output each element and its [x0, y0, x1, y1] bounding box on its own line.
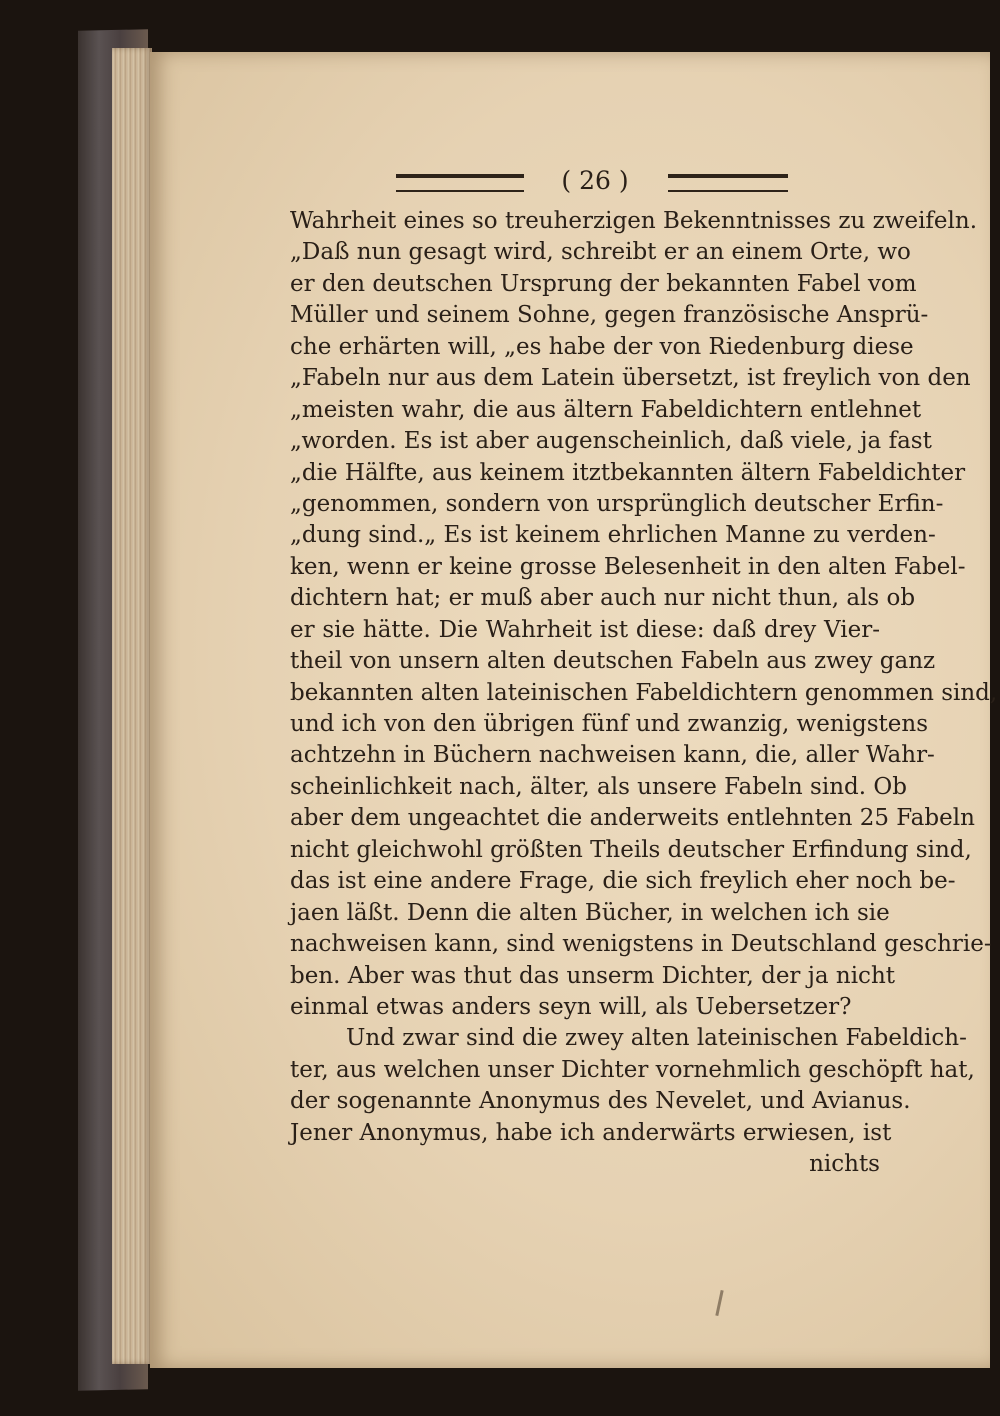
text-line: „Daß nun gesagt wird, schreibt er an einem Orte, wo: [290, 239, 911, 266]
text-line: achtzehn in Büchern nachweisen kann, die, aller Wahr-: [290, 742, 935, 769]
text-line: er sie hätte. Die Wahrheit ist diese: daß drey Vier-: [290, 616, 880, 643]
text-line: che erhärten will, „es habe der von Riedenburg diese: [290, 333, 914, 360]
text-line: „Fabeln nur aus dem Latein übersetzt, ist freylich von den: [290, 365, 971, 392]
header-rule-right: [668, 174, 788, 192]
text-line: jaen läßt. Denn die alten Bücher, in welchen ich sie: [290, 899, 890, 926]
text-line: ken, wenn er keine grosse Belesenheit in den alten Fabel-: [290, 553, 966, 580]
text-line: Müller und seinem Sohne, gegen französische Ansprü-: [290, 302, 929, 329]
text-line: nichts: [809, 1151, 880, 1178]
text-line: er den deutschen Ursprung der bekannten Fabel vom: [290, 270, 917, 297]
text-line: „meisten wahr, die aus ältern Fabeldichtern entlehnet: [290, 396, 922, 423]
text-line: und ich von den übrigen fünf und zwanzig, wenigstens: [290, 711, 929, 737]
body-text: [290, 206, 998, 1181]
text-line: bekannten alten lateinischen Fabeldichtern genommen sind,: [290, 679, 998, 706]
text-line: aber dem ungeachtet die anderweits entlehnten 25 Fabeln: [290, 805, 975, 832]
text-line: nicht gleichwohl größten Theils deutscher Erfindung sind,: [290, 836, 972, 863]
text-line: „genommen, sondern von ursprünglich deutscher Erfin-: [290, 490, 944, 517]
text-line: „dung sind.„ Es ist keinem ehrlichen Manne zu verden-: [290, 522, 936, 549]
text-line: ben. Aber was thut das unserm Dichter, der ja nicht: [290, 962, 895, 989]
text-line: das ist eine andere Frage, die sich freylich eher noch be-: [290, 868, 956, 895]
text-line: Jener Anonymus, habe ich anderwärts erwiesen, ist: [290, 1119, 892, 1146]
page-stack-edge: [112, 48, 152, 1364]
page-number: ( 26 ): [561, 166, 629, 195]
text-line: ter, aus welchen unser Dichter vornehmlich geschöpft hat,: [290, 1056, 975, 1083]
text-line: „die Hälfte, aus keinem itztbekannten ältern Fabeldichter: [290, 459, 966, 486]
text-line: scheinlichkeit nach, älter, als unsere Fabeln sind. Ob: [290, 773, 907, 800]
text-line: „worden. Es ist aber augenscheinlich, daß viele, ja fast: [290, 428, 932, 455]
header-rule-left: [396, 174, 524, 192]
text-line: Wahrheit eines so treuherzigen Bekenntnisses zu zweifeln.: [290, 208, 978, 234]
text-line: dichtern hat; er muß aber auch nur nicht thun, als ob: [290, 585, 916, 612]
text-line: der sogenannte Anonymus des Nevelet, und Avianus.: [290, 1088, 911, 1115]
text-line: Und zwar sind die zwey alten lateinischen Fabeldich-: [346, 1025, 967, 1052]
page-header: [390, 166, 800, 196]
text-line: theil von unsern alten deutschen Fabeln aus zwey ganz: [290, 648, 936, 675]
text-line: einmal etwas anders seyn will, als Uebersetzer?: [290, 993, 852, 1020]
text-line: nachweisen kann, sind wenigstens in Deutschland geschrie-: [290, 931, 992, 958]
